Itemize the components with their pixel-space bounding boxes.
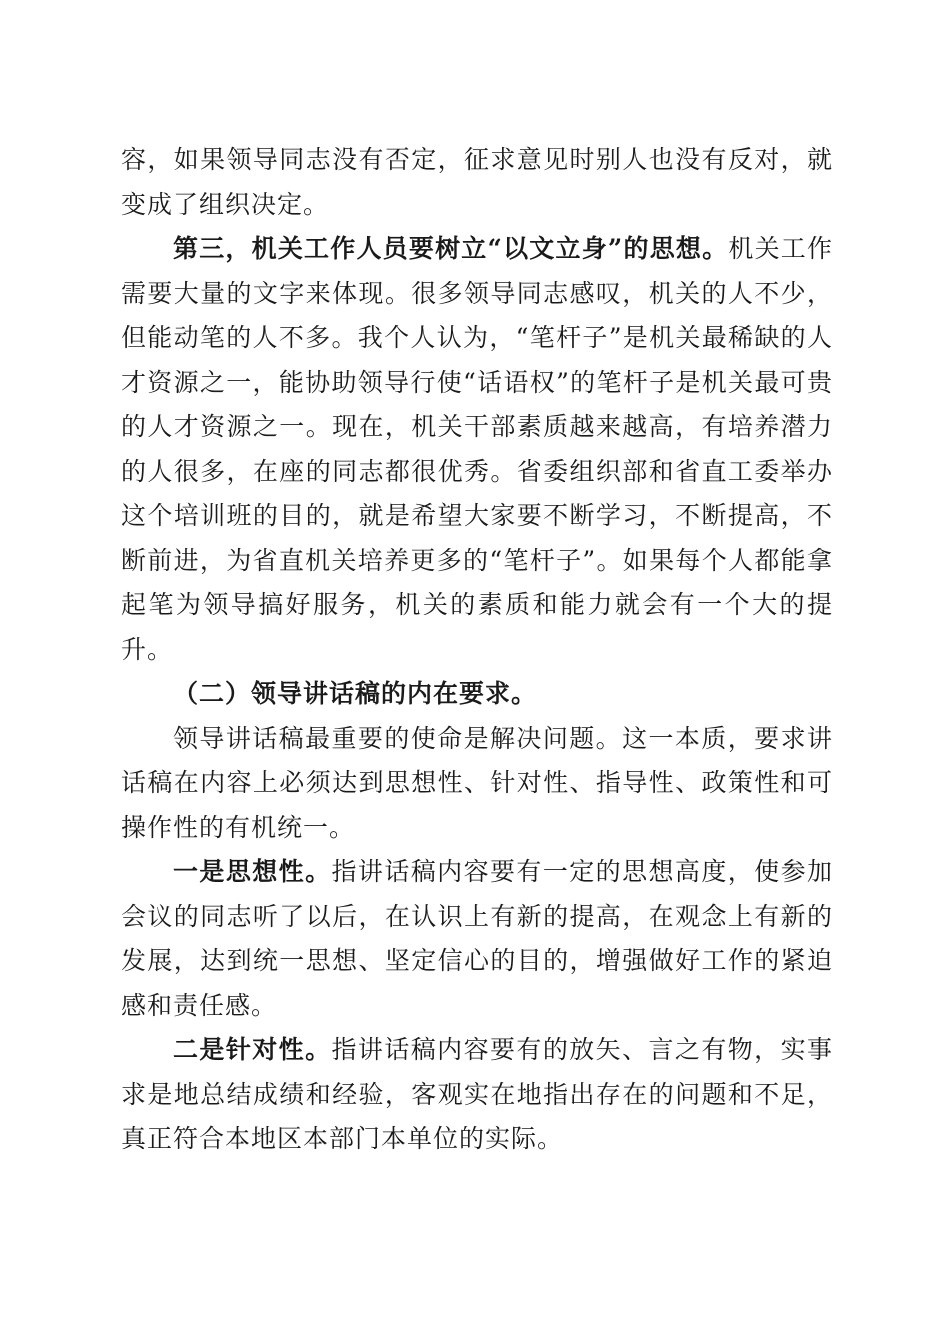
paragraph-ideological [121, 850, 833, 1028]
paragraph-third-point [121, 227, 833, 672]
paragraph-targeted [121, 1028, 833, 1162]
document-body [121, 138, 833, 1162]
paragraph-continuation [121, 138, 833, 227]
paragraph-text: 指讲话稿内容要有一定的思想高度，使参加会议的同志听了以后，在认识上有新的提高，在观念上有新的发展，达到统一思想、坚定信心的目的，增强做好工作的紧迫感和责任感。 [121, 857, 833, 1020]
paragraph-lead: 二是针对性。 [173, 1035, 332, 1064]
paragraph-intro [121, 717, 833, 851]
section-heading-text: （二）领导讲话稿的内在要求。 [173, 679, 538, 708]
paragraph-text: 容，如果领导同志没有否定，征求意见时别人也没有反对，就变成了组织决定。 [121, 145, 833, 219]
paragraph-lead: 第三，机关工作人员要树立“以文立身”的思想。 [173, 234, 729, 263]
section-heading [121, 672, 833, 717]
paragraph-text: 指讲话稿内容要有的放矢、言之有物，实事求是地总结成绩和经验，客观实在地指出存在的问题和不足，真正符合本地区本部门本单位的实际。 [121, 1035, 833, 1153]
paragraph-lead: 一是思想性。 [173, 857, 332, 886]
paragraph-text: 领导讲话稿最重要的使命是解决问题。这一本质，要求讲话稿在内容上必须达到思想性、针对性、指导性、政策性和可操作性的有机统一。 [121, 723, 833, 842]
paragraph-text: 机关工作需要大量的文字来体现。很多领导同志感叹，机关的人不少，但能动笔的人不多。我个人认为，“笔杆子”是机关最稀缺的人才资源之一，能协助领导行使“话语权”的笔杆子是机关最可贵的人才资源之一。现在，机关干部素质越来越高，有培养潜力的人很多，在座的同志都很优秀。省委组织部和省直工委举办这个培训班的目的，就是希望大家要不断学习，不断提高，不断前进，为省直机关培养更多的“笔杆子”。如果每个人都能拿起笔为领导搞好服务，机关的素质和能力就会有一个大的提升。 [121, 234, 833, 664]
